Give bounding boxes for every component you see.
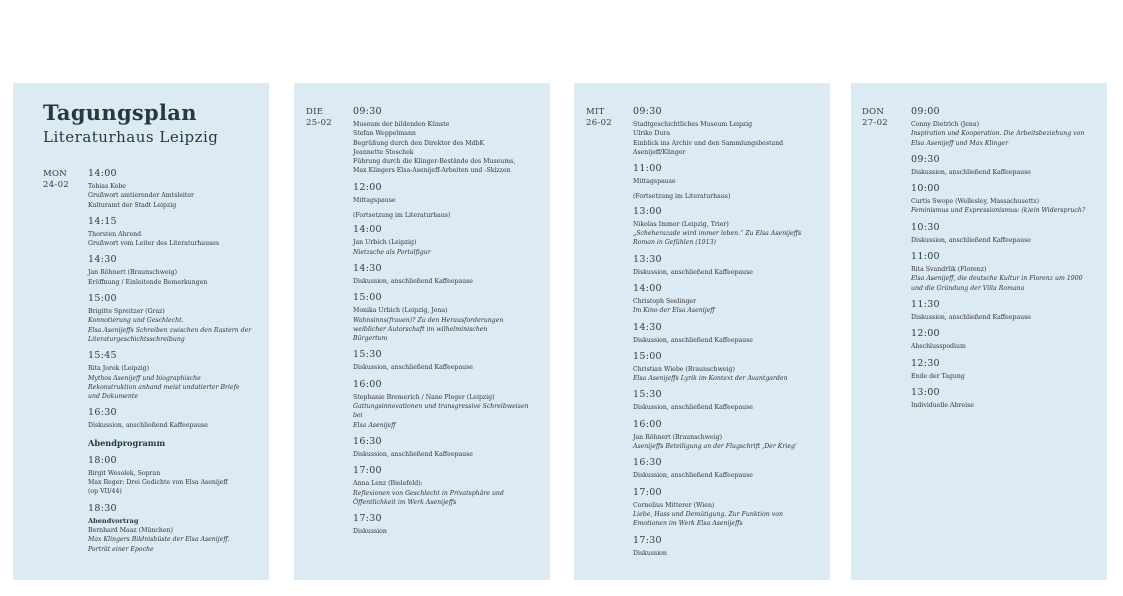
event-time: 14:30 <box>353 262 382 274</box>
event-detail: Diskussion, anschließend Kaffeepause <box>911 236 1031 244</box>
event-item <box>911 106 1091 148</box>
event-item <box>633 163 813 186</box>
page-title: Tagungsplan <box>43 100 197 125</box>
event-speaker: Nikolas Immer (Leipzig, Trier) <box>633 220 729 228</box>
event-talk-title: Elsa Asenijeffs Schreiben zwischen den Rastern der <box>88 326 252 334</box>
event-time: 16:30 <box>353 435 382 447</box>
event-item <box>633 283 813 316</box>
event-detail: Diskussion, anschließend Kaffeepause <box>88 422 208 430</box>
event-talk-title: Elsa Asenijeff <box>353 421 396 429</box>
event-detail: Begrüßung durch den Direktor des MdbK <box>353 139 485 147</box>
event-item <box>633 535 813 558</box>
event-detail: Diskussion, anschließend Kaffeepause <box>911 168 1031 176</box>
event-speaker: Stefan Weppelmann <box>353 130 416 138</box>
event-item <box>88 254 268 287</box>
event-speaker: Birgit Wesolek, Sopran <box>88 469 161 477</box>
event-item <box>353 106 533 176</box>
event-item <box>88 168 268 210</box>
event-item <box>353 292 533 343</box>
event-time: 14:15 <box>88 215 117 227</box>
venue-note: (Fortsetzung im Literaturhaus) <box>633 193 731 201</box>
event-talk-title: Öffentlichkeit im Werk Asenijeffs <box>353 498 457 506</box>
event-list-wednesday <box>633 106 813 564</box>
event-talk-title: Wahnsinns(frauen)? Zu den Herausforderungen <box>353 316 504 324</box>
event-time: 10:30 <box>911 221 940 233</box>
event-talk-title: Roman in Gefühlen (1913) <box>633 239 716 247</box>
event-item <box>88 407 268 430</box>
event-item <box>633 457 813 480</box>
event-item <box>911 358 1091 381</box>
event-item <box>88 455 268 497</box>
event-talk-title: Liebe, Hass und Demütigung. Zur Funktion von <box>633 510 783 518</box>
event-item <box>911 154 1091 177</box>
day-label-wednesday <box>586 107 612 129</box>
event-item <box>911 222 1091 245</box>
event-talk-title: und Dokumente <box>88 393 138 401</box>
event-detail: Individuelle Abreise <box>911 401 974 409</box>
event-talk-title: Gattungsinnovationen und transgressive Schreibweisen bei <box>353 403 529 420</box>
event-venue: Museum der bildenden Künste <box>353 121 450 128</box>
event-item <box>911 183 1091 216</box>
event-item <box>633 254 813 277</box>
event-speaker: Curtis Swope (Wellesley, Massachusetts) <box>911 198 1040 206</box>
event-list-thursday <box>911 106 1091 416</box>
event-talk-title: Elsa Asenijeff und Max Klinger <box>911 139 1009 147</box>
event-speaker: Jan Urbich (Leipzig) <box>353 239 417 247</box>
event-item <box>911 299 1091 322</box>
event-time: 09:30 <box>633 106 662 117</box>
event-speaker: Jan Röhnert (Braunschweig) <box>88 269 178 277</box>
day-label-thursday <box>862 107 888 129</box>
event-time: 13:00 <box>633 205 662 217</box>
event-detail: (op VII/44) <box>88 488 122 496</box>
event-time: 09:30 <box>353 106 382 117</box>
event-time: 14:30 <box>88 254 117 266</box>
event-time: 15:00 <box>88 293 117 305</box>
event-talk-title: Porträt einer Epoche <box>88 545 154 553</box>
event-speaker: Anna Lenz (Bielefeld): <box>353 480 423 488</box>
event-talk-title: Inspiration und Kooperation. Die Arbeitsbeziehung von <box>911 130 1085 138</box>
day-name: MIT <box>586 107 605 117</box>
event-item <box>353 182 533 205</box>
event-item <box>88 293 268 344</box>
event-item <box>633 389 813 412</box>
event-time: 15:30 <box>353 349 382 361</box>
event-speaker: Thorsten Ahrend <box>88 230 142 238</box>
event-item <box>911 387 1091 410</box>
day-date: 27-02 <box>862 118 889 128</box>
event-item <box>353 379 533 430</box>
event-time: 11:30 <box>911 298 940 310</box>
event-detail: Diskussion <box>353 528 387 536</box>
event-time: 16:00 <box>353 378 382 390</box>
event-detail: Diskussion, anschließend Kaffeepause <box>353 277 473 285</box>
event-talk-title: und die Gründung der Villa Romana <box>911 284 1025 292</box>
section-heading-abendprogramm: Abendprogramm <box>88 437 166 448</box>
event-item <box>88 503 268 554</box>
event-detail: Max Klingers Elsa-Asenijeff-Arbeiten und -Skizzen <box>353 167 511 175</box>
event-time: 18:30 <box>88 502 117 514</box>
event-item <box>633 351 813 384</box>
event-detail: Diskussion, anschließend Kaffeepause <box>353 450 473 458</box>
schedule-panel-wednesday <box>574 83 830 580</box>
event-talk-title: Im Kino der Elsa Asenijeff <box>633 307 715 315</box>
event-talk-title: weiblicher Autorschaft im wilhelminischen <box>353 325 488 333</box>
event-detail: Grußwort amtierender Amtsleiter <box>88 192 195 200</box>
event-item <box>633 206 813 248</box>
event-time: 14:00 <box>353 224 382 236</box>
schedule-panel-thursday <box>851 83 1107 580</box>
event-talk-title: Reflexionen von Geschlecht in Privatsphäre und <box>353 489 504 497</box>
event-time: 12:30 <box>911 357 940 369</box>
event-talk-title: Elsa Asenijeff, die deutsche Kultur in Florenz um 1900 <box>911 275 1083 283</box>
event-list-tuesday <box>353 106 533 542</box>
event-time: 16:30 <box>88 407 117 419</box>
day-label-monday <box>43 169 69 191</box>
event-time: 09:30 <box>911 153 940 165</box>
event-talk-title: „Scheherazade wird immer leben.“ Zu Elsa Asenijeffs <box>633 230 802 238</box>
event-item <box>353 513 533 536</box>
event-item <box>353 224 533 257</box>
event-talk-title: Elsa Asenijeffs Lyrik im Kontext der Avantgarden <box>633 375 788 383</box>
event-talk-title: Literaturgeschichtsschreibung <box>88 335 185 343</box>
event-time: 16:30 <box>633 457 662 469</box>
event-time: 15:30 <box>633 389 662 401</box>
event-item <box>633 322 813 345</box>
event-time: 14:30 <box>633 321 662 333</box>
event-speaker: Rita Jorek (Leipzig) <box>88 365 150 373</box>
event-talk-title: Nietzsche als Portalfigur <box>353 248 431 256</box>
event-detail: Führung durch die Klinger-Bestände des Museums, <box>353 158 516 166</box>
event-item <box>353 465 533 507</box>
event-time: 17:00 <box>353 465 382 477</box>
event-time: 15:45 <box>88 350 117 362</box>
event-talk-title: Max Klingers Bildnisbüste der Elsa Asenijeff. <box>88 536 230 544</box>
event-speaker: Jeannette Stoschek <box>353 148 414 156</box>
event-time: 11:00 <box>633 163 662 175</box>
event-speaker: Stephanie Bremerich / Nane Pleger (Leipzig) <box>353 393 495 401</box>
event-detail: Diskussion, anschließend Kaffeepause <box>633 336 753 344</box>
day-label-tuesday <box>306 107 332 129</box>
event-time: 15:00 <box>353 292 382 304</box>
page-subtitle: Literaturhaus Leipzig <box>43 128 219 146</box>
event-time: 14:00 <box>633 282 662 294</box>
event-detail: Abschlusspodium <box>911 343 966 351</box>
event-detail: Mittagspause <box>633 178 676 186</box>
event-speaker: Monika Urbich (Leipzig, Jena) <box>353 307 448 315</box>
event-venue: Stadtgeschichtliches Museum Leipzig <box>633 121 753 128</box>
event-time: 18:00 <box>88 454 117 466</box>
event-detail: Eröffnung / Einleitende Bemerkungen <box>88 278 208 286</box>
event-detail: Diskussion, anschließend Kaffeepause <box>633 472 753 480</box>
event-time: 13:30 <box>633 253 662 265</box>
event-time: 10:00 <box>911 183 940 195</box>
event-talk-title: Mythos Asenijeff und biographische <box>88 374 201 382</box>
event-detail: Diskussion <box>633 549 667 557</box>
event-time: 14:00 <box>88 168 117 179</box>
event-detail: Ende der Tagung <box>911 372 965 380</box>
event-detail: Mittagspause <box>353 196 396 204</box>
event-speaker: Cornelius Mitterer (Wien) <box>633 501 715 509</box>
event-talk-title: Bürgertum <box>353 335 388 343</box>
event-item <box>633 487 813 529</box>
event-time: 17:00 <box>633 486 662 498</box>
event-talk-title: Asenijeffs Beteiligung an der Flugschrift ‚Der Krieg‘ <box>633 443 797 451</box>
day-name: MON <box>43 169 68 179</box>
event-time: 16:00 <box>633 418 662 430</box>
event-item <box>353 436 533 459</box>
event-speaker: Brigitte Spreitzer (Graz) <box>88 308 165 316</box>
event-item <box>88 350 268 401</box>
event-time: 17:30 <box>633 534 662 546</box>
event-talk-title: Konnotierung und Geschlecht. <box>88 317 184 325</box>
event-heading: Abendvortrag <box>88 516 139 525</box>
day-name: DON <box>862 107 885 117</box>
event-speaker: Tobias Kobe <box>88 183 126 190</box>
event-item <box>88 216 268 249</box>
day-date: 25-02 <box>306 118 333 128</box>
event-item <box>353 349 533 372</box>
event-item <box>633 106 813 157</box>
event-time: 11:00 <box>911 251 940 263</box>
event-speaker: Jan Röhnert (Braunschweig) <box>633 433 723 441</box>
event-detail: Max Reger: Drei Gedichte von Elsa Asenijeff <box>88 479 228 487</box>
event-speaker: Rita Svandrlik (Florenz) <box>911 266 987 274</box>
schedule-panel-tuesday <box>294 83 550 580</box>
event-item <box>633 419 813 452</box>
event-detail: Diskussion, anschließend Kaffeepause <box>353 364 473 372</box>
event-list-monday <box>88 168 268 560</box>
event-speaker: Christoph Seelinger <box>633 297 697 305</box>
day-name: DIE <box>306 107 324 117</box>
event-talk-title: Rekonstruktion anhand meist undatierter Briefe <box>88 383 240 391</box>
day-date: 24-02 <box>43 180 70 190</box>
event-detail: Einblick ins Archiv und den Sammlungsbestand <box>633 139 784 147</box>
event-speaker: Bernhard Maaz (München) <box>88 526 173 534</box>
event-speaker: Ulrike Dura <box>633 130 671 138</box>
event-detail: Diskussion, anschließend Kaffeepause <box>911 313 1031 321</box>
event-detail: Asenijeff/Klinger <box>633 148 686 156</box>
event-detail: Kulturamt der Stadt Leipzig <box>88 201 177 209</box>
event-item <box>353 263 533 286</box>
event-talk-title: Feminismus und Expressionismus: (k)ein Widerspruch? <box>911 207 1086 215</box>
event-time: 15:00 <box>633 350 662 362</box>
event-talk-title: Emotionen im Werk Elsa Asenijeffs <box>633 520 743 528</box>
event-time: 13:00 <box>911 386 940 398</box>
event-item <box>911 251 1091 293</box>
event-time: 12:00 <box>353 181 382 193</box>
event-speaker: Conny Dietrich (Jena) <box>911 121 979 128</box>
venue-note: (Fortsetzung im Literaturhaus) <box>353 212 451 220</box>
event-speaker: Christian Wiebe (Braunschweig) <box>633 365 735 373</box>
event-detail: Diskussion, anschließend Kaffeepause <box>633 268 753 276</box>
event-detail: Grußwort vom Leiter des Literaturhauses <box>88 240 220 248</box>
event-item <box>911 328 1091 351</box>
event-detail: Diskussion, anschließend Kaffeepause <box>633 404 753 412</box>
event-time: 12:00 <box>911 328 940 340</box>
day-date: 26-02 <box>586 118 613 128</box>
event-time: 09:00 <box>911 106 940 117</box>
event-time: 17:30 <box>353 513 382 525</box>
schedule-panel-monday <box>13 83 269 580</box>
